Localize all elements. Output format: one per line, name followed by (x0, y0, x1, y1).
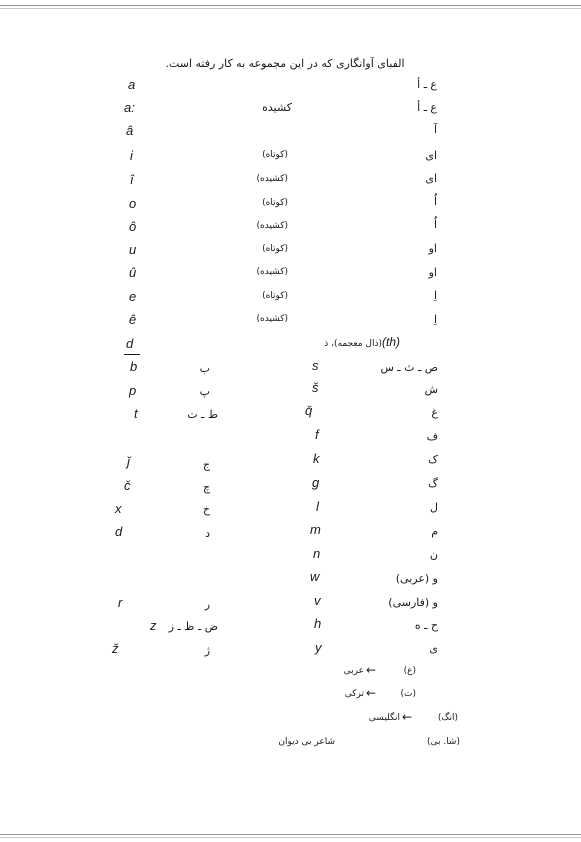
consonant-latin: p (129, 383, 137, 398)
consonant-latin: g (312, 475, 320, 490)
vowel-persian: اُ (433, 218, 437, 231)
consonant-latin: č (124, 478, 131, 493)
vowel-desc: (کشیده) (256, 267, 288, 277)
consonant-persian: ج (202, 458, 210, 471)
consonant-latin: s (312, 358, 319, 373)
vowel-latin: a (128, 77, 136, 92)
consonant-latin: ž (112, 641, 119, 656)
dh-persian: (ذال معجمه)، ذ (324, 339, 382, 349)
vowel-latin: o (129, 196, 137, 211)
consonant-latin: x (115, 501, 122, 516)
vowel-persian: آ (433, 123, 437, 136)
consonant-latin: w (310, 569, 320, 584)
vowel-persian: او (428, 266, 437, 279)
abbr-code: (ع) (403, 666, 416, 676)
vowel-desc: کشیده (262, 101, 292, 114)
consonant-latin: r (118, 595, 123, 610)
vowel-persian: ع ـ أ (417, 78, 437, 91)
vowel-desc: (کوتاه) (262, 244, 288, 254)
vowel-desc: (کوتاه) (262, 198, 288, 208)
consonant-latin: š (312, 380, 319, 395)
consonant-persian: ص ـ ث ـ س (380, 361, 438, 374)
page-title: الفبای آوانگاری که در این مجموعه به کار رفته است. (165, 57, 405, 70)
vowel-latin: û (129, 265, 137, 280)
consonant-latin: m (310, 522, 321, 537)
consonant-persian: ل (430, 501, 438, 514)
consonant-persian: ض ـ ظ ـ ز (168, 620, 218, 633)
vowel-latin: a: (124, 100, 135, 115)
vowel-latin: ô (129, 219, 137, 234)
consonant-persian: ط ـ ت (187, 408, 218, 421)
vowel-desc: (کوتاه) (262, 291, 288, 301)
consonant-persian: خ (202, 503, 210, 516)
consonant-persian: ب (199, 362, 210, 375)
abbr-meaning: عربی (343, 666, 364, 676)
vowel-desc: (کوتاه) (262, 150, 288, 160)
consonant-persian: غ (431, 406, 438, 419)
bottom-border (0, 834, 581, 838)
consonant-latin: d (115, 524, 123, 539)
consonant-latin: f (315, 427, 319, 442)
dh-latin: d (126, 336, 134, 351)
consonant-persian: و (فارسی) (388, 596, 438, 609)
vowel-latin: ê (129, 312, 137, 327)
dh-th: (th) (382, 335, 400, 349)
vowel-latin: e (129, 289, 137, 304)
consonant-persian: پ (199, 385, 210, 398)
consonant-latin: y (315, 640, 322, 655)
consonant-latin: b (130, 359, 138, 374)
consonant-persian: ر (204, 598, 210, 611)
vowel-persian: اِ (433, 313, 437, 326)
consonant-latin: v (314, 593, 321, 608)
consonant-latin: q̌ (305, 403, 313, 418)
consonant-persian: ن (429, 548, 438, 561)
consonant-persian: ف (426, 430, 438, 443)
vowel-persian: ع ـ أ (417, 101, 437, 114)
consonant-latin: z (150, 618, 157, 633)
abbr-code: (انگ) (437, 713, 458, 723)
vowel-latin: i (130, 148, 133, 163)
arrow-left-icon: ← (366, 686, 377, 700)
vowel-latin: î (130, 172, 134, 187)
vowel-persian: اِ (433, 289, 437, 302)
vowel-persian: اُ (433, 195, 437, 208)
consonant-persian: م (431, 525, 438, 538)
consonant-persian: گ (428, 477, 438, 490)
top-border (0, 5, 581, 9)
vowel-desc: (کشیده) (256, 221, 288, 231)
abbr-meaning: ترکی (344, 689, 364, 699)
consonant-persian: ی (429, 642, 438, 655)
consonant-latin: h (314, 616, 322, 631)
dh-underline (124, 354, 140, 355)
vowel-persian: ای (425, 149, 437, 162)
abbr-meaning: انگلیسی (368, 713, 400, 723)
consonant-persian: ح ـ ه (414, 619, 438, 632)
vowel-persian: ای (425, 172, 437, 185)
consonant-latin: n (313, 546, 321, 561)
abbr-code: (شا. بی) (426, 737, 460, 747)
consonant-latin: k (313, 451, 320, 466)
arrow-left-icon: ← (402, 710, 413, 724)
vowel-desc: (کشیده) (256, 314, 288, 324)
consonant-persian: د (205, 527, 210, 540)
vowel-desc: (کشیده) (256, 174, 288, 184)
vowel-latin: u (129, 242, 137, 257)
consonant-persian: ژ (204, 644, 210, 657)
consonant-latin: ǰ (127, 454, 130, 469)
vowel-latin: â (126, 123, 134, 138)
abbr-meaning: شاعر بی دیوان (278, 737, 335, 747)
consonant-latin: l (316, 499, 319, 514)
consonant-latin: t (134, 406, 138, 421)
consonant-persian: ک (428, 453, 438, 466)
arrow-left-icon: ← (366, 663, 377, 677)
consonant-persian: و (عربی) (395, 572, 438, 585)
consonant-persian: ش (424, 383, 438, 396)
vowel-persian: او (428, 242, 437, 255)
consonant-persian: چ (202, 481, 210, 494)
abbr-code: (ت) (400, 689, 416, 699)
